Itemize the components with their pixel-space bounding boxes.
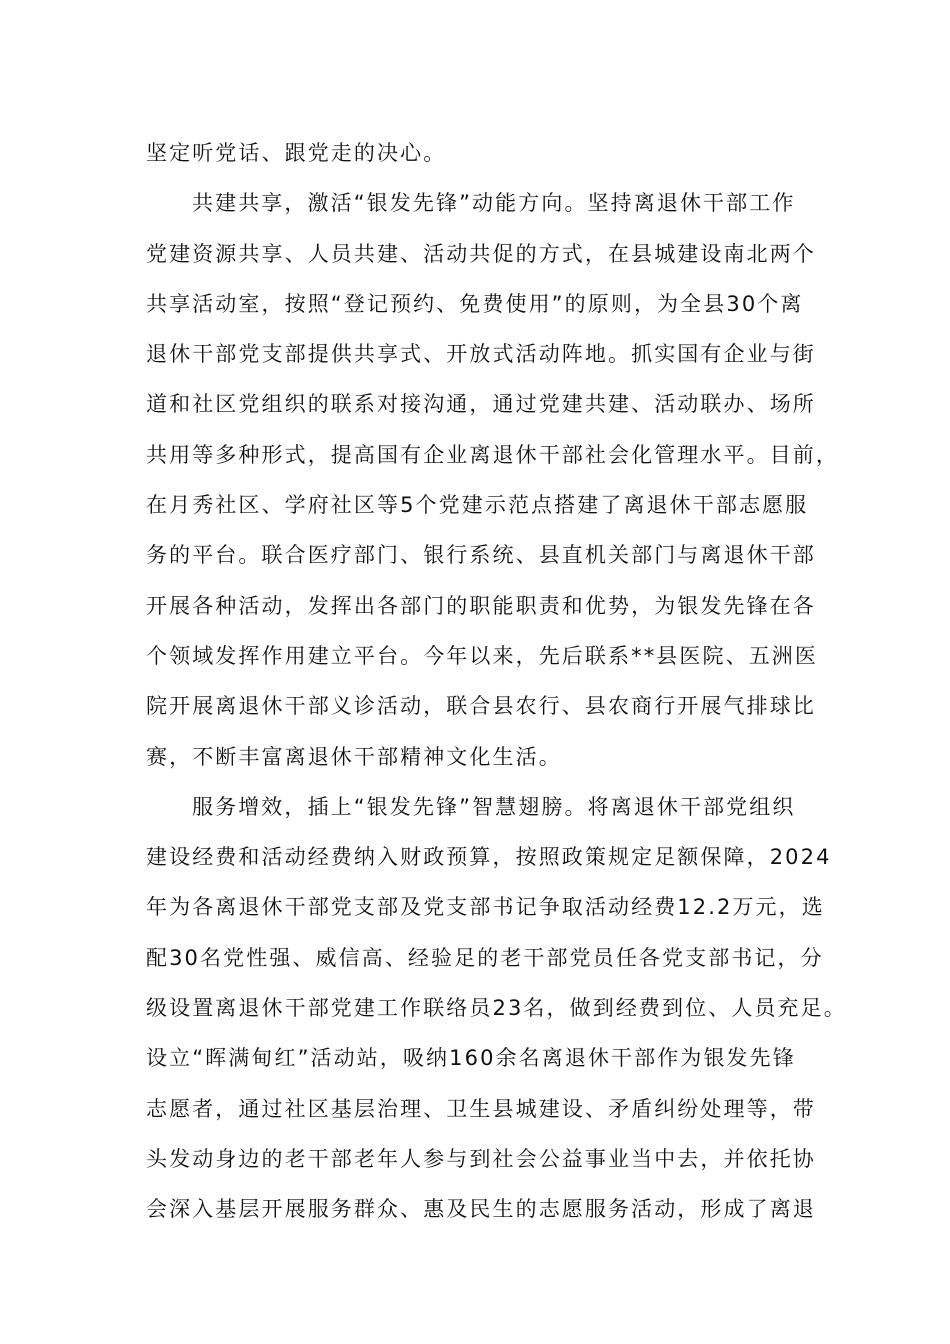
text-line: 院开展离退休干部义诊活动，联合县农行、县农商行开展气排球比 [146,694,816,719]
text-line: 头发动身边的老干部老年人参与到社会公益事业当中去，并依托协 [146,1146,816,1171]
text-line: 设立“晖满甸红”活动站，吸纳160余名离退休干部作为银发先锋 [146,1046,796,1071]
text-line: 级设置离退休干部党建工作联络员23名，做到经费到位、人员充足。 [146,996,847,1021]
text-line: 退休干部党支部提供共享式、开放式活动阵地。抓实国有企业与街 [146,342,816,367]
text-line: 志愿者，通过社区基层治理、卫生县城建设、矛盾纠纷处理等，带 [146,1096,816,1121]
text-line: 建设经费和活动经费纳入财政预算，按照政策规定足额保障，2024 [146,845,832,870]
text-line: 会深入基层开展服务群众、惠及民生的志愿服务活动，形成了离退 [146,1197,816,1222]
text-line: 党建资源共享、人员共建、活动共促的方式，在县城建设南北两个 [146,241,816,266]
text-line: 赛，不断丰富离退休干部精神文化生活。 [146,744,562,769]
text-line: 坚定听党话、跟党走的决心。 [146,141,447,165]
paragraph-first-line: 服务增效，插上“银发先锋”智慧翅膀。将离退休干部党组织 [192,794,796,819]
document-body [146,128,847,1235]
text-line: 开展各种活动，发挥出各部门的职能职责和优势，为银发先锋在各 [146,593,816,618]
text-line: 个领域发挥作用建立平台。今年以来，先后联系**县医院、五洲医 [146,643,818,668]
text-line: 年为各离退休干部党支部及党支部书记争取活动经费12.2万元，选 [146,895,825,920]
text-line: 在月秀社区、学府社区等5个党建示范点搭建了离退休干部志愿服 [146,493,809,518]
paragraph-first-line: 共建共享，激活“银发先锋”动能方向。坚持离退休干部工作 [192,191,796,216]
text-line: 共用等多种形式，提高国有企业离退休干部社会化管理水平。目前， [146,442,839,467]
text-line: 道和社区党组织的联系对接沟通，通过党建共建、活动联办、场所 [146,392,816,417]
text-line: 共享活动室，按照“登记预约、免费使用”的原则，为全县30个离 [146,291,804,316]
text-line: 务的平台。联合医疗部门、银行系统、县直机关部门与离退休干部 [146,543,816,568]
text-line: 配30名党性强、威信高、经验足的老干部党员任各党支部书记，分 [146,945,824,970]
